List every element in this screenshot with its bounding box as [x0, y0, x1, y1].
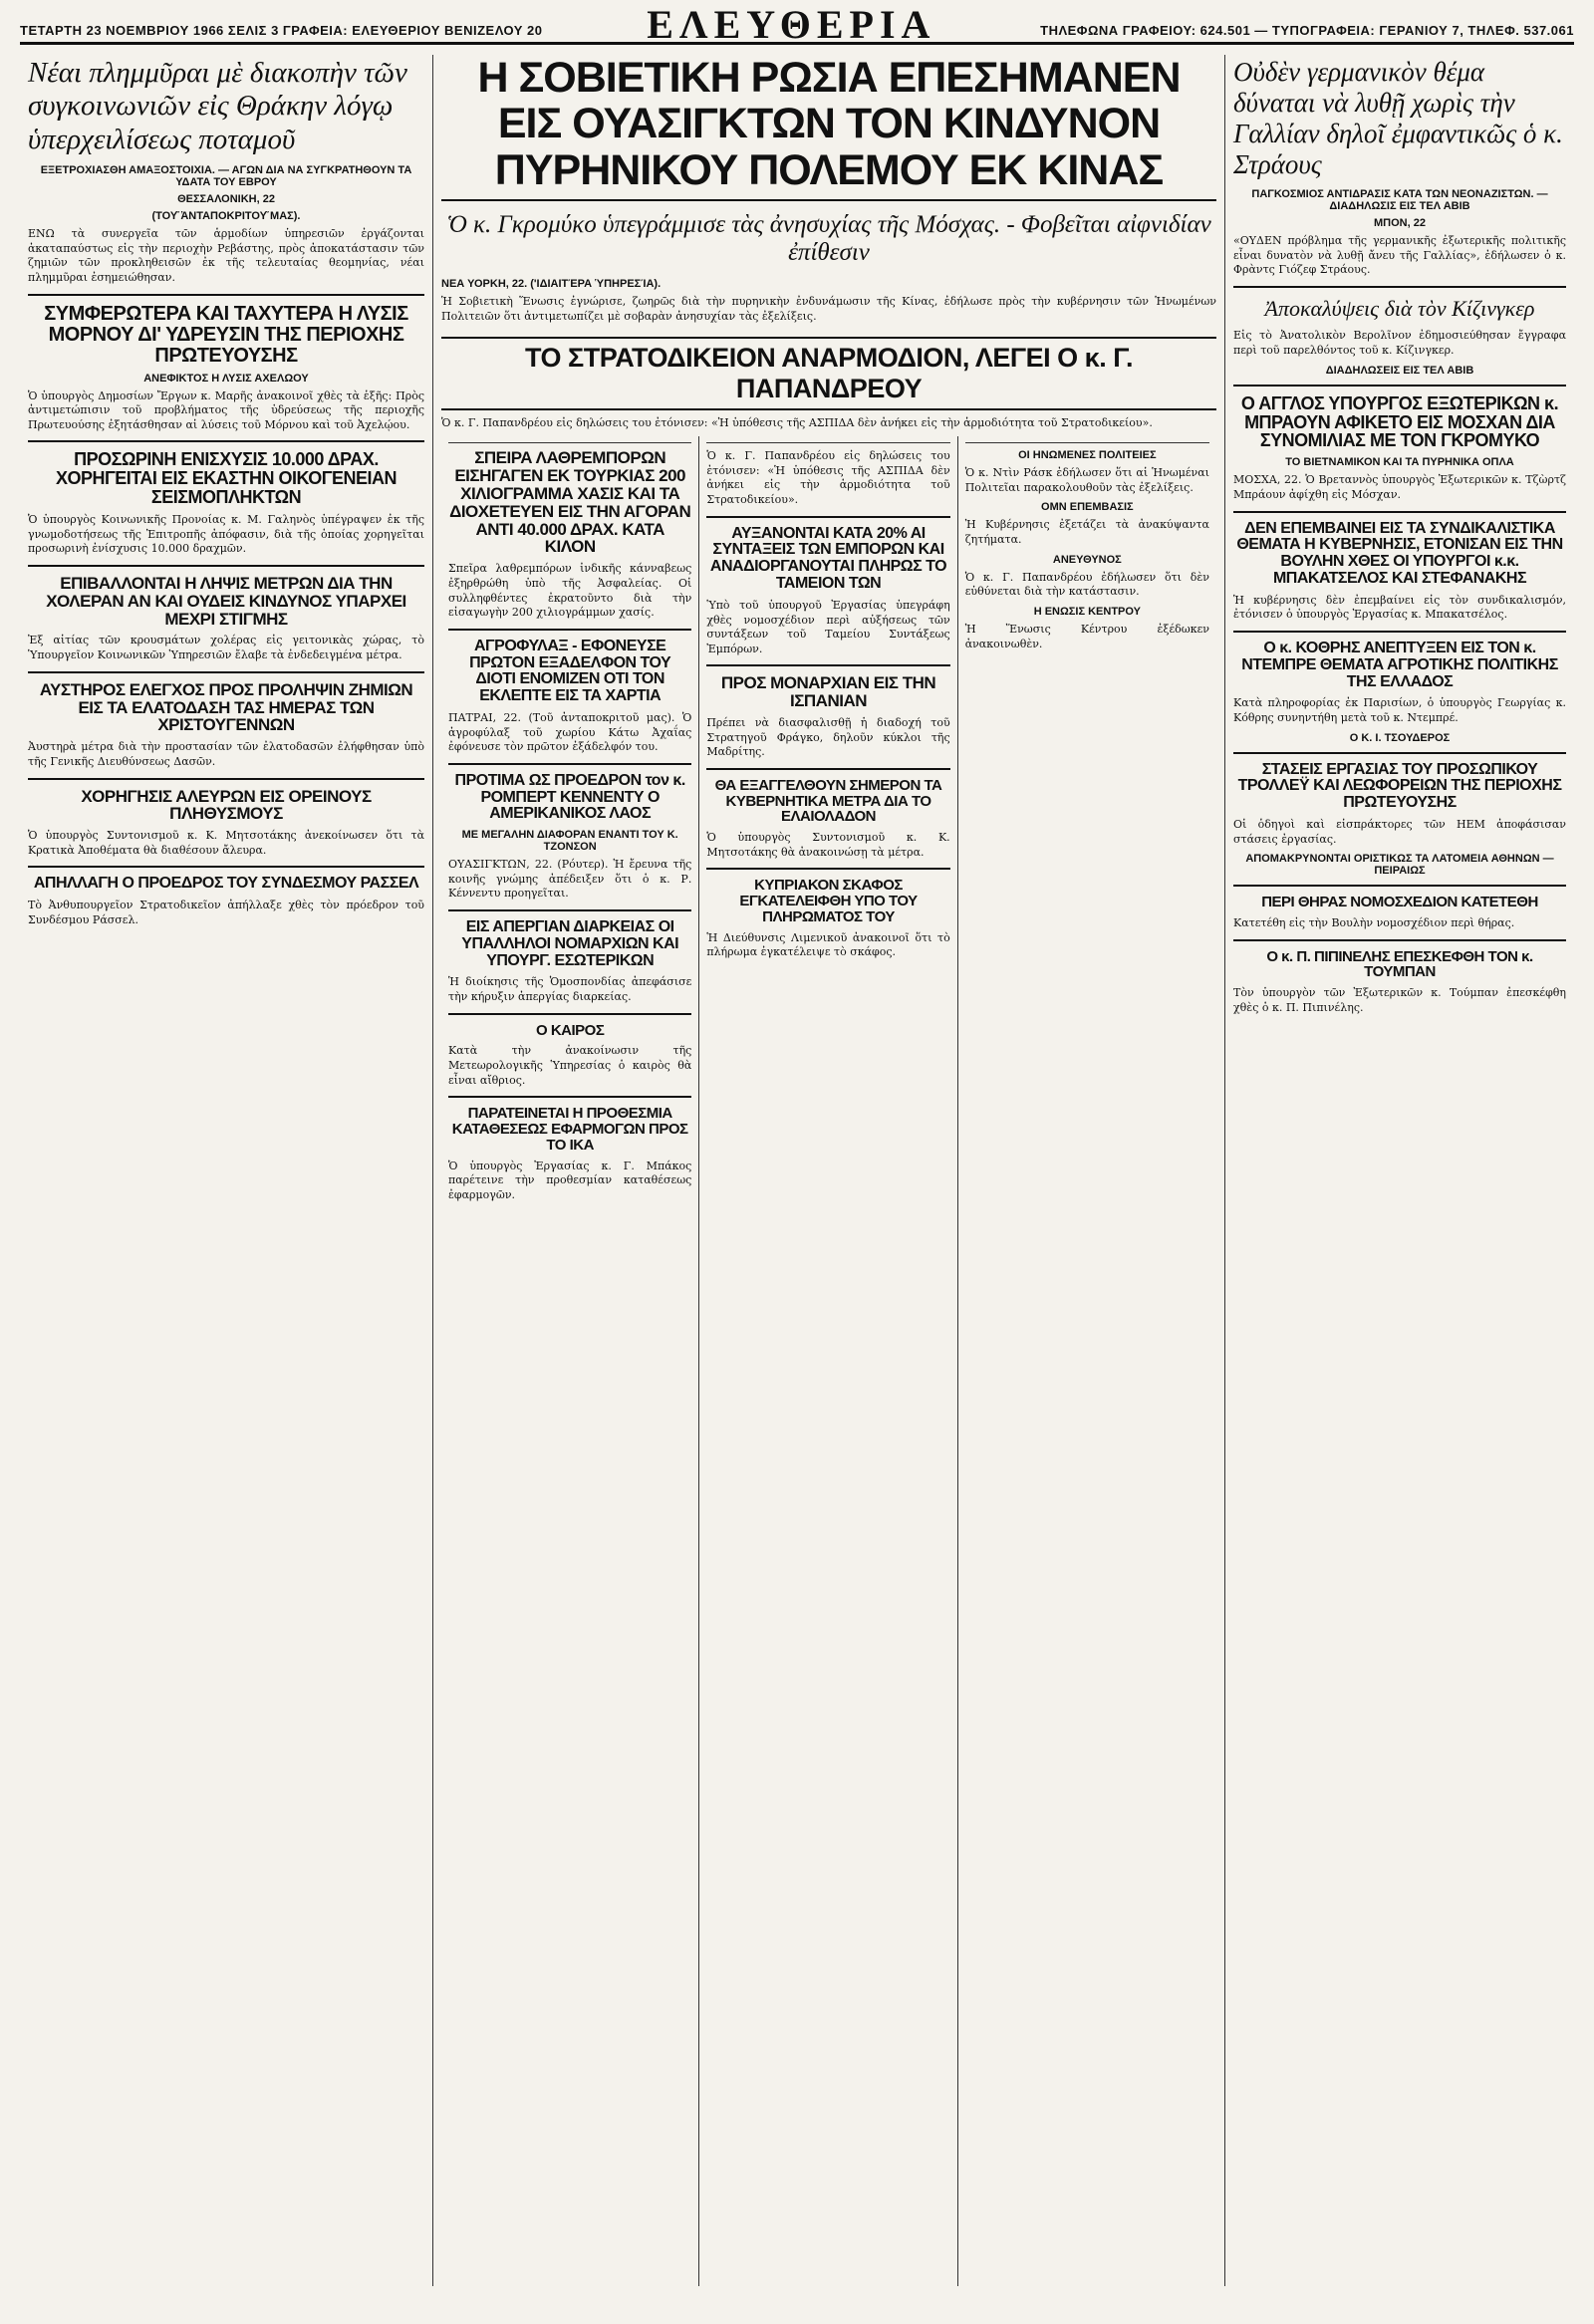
section-unaccountable-subhead: ΑΝΕΥΘΥΝΟΣ: [1052, 553, 1122, 566]
article-weather-body: Κατὰ τὴν ἀνακοίνωσιν τῆς Μετεωρολογικῆς Ὑπηρεσίας ὁ καιρὸς θὰ εἶναι αἴθριος.: [448, 1044, 692, 1087]
article-earthquake-headline: ΠΡΟΣΩΡΙΝΗ ΕΝΙΣΧΥΣΙΣ 10.000 ΔΡΑΧ. ΧΟΡΗΓΕΙΤΑΙ ΕΙΣ ΕΚΑΣΤΗΝ ΟΙΚΟΓΕΝΕΙΑΝ ΣΕΙΣΜΟΠΛΗΚΤΩΝ: [55, 449, 398, 508]
article-cypriot-ship-body: Ἡ Διεύθυνσις Λιμενικοῦ ἀνακοινοῖ ὅτι τὸ πλήρωμα ἐγκατέλειψε τὸ σκάφος.: [706, 930, 950, 959]
section-us-subhead: ΟΙ ΗΝΩΜΕΝΕΣ ΠΟΛΙΤΕΙΕΣ: [1018, 449, 1157, 462]
section-centre-union-subhead: Η ΕΝΩΣΙΣ ΚΕΝΤΡΟΥ: [1033, 605, 1141, 618]
main-dateline: ΝΕΑ ΥΟΡΚΗ, 22. ('ΙΔΙΑΙΤΈΡΑ ὙΠΗΡΕΣΊΑ).: [441, 278, 662, 291]
masthead-date: ΤΕΤΑΡΤΗ 23 ΝΟΕΜΒΡΙΟΥ 1966 ΣΕΛΙΣ 3 ΓΡΑΦΕΙΑ: ΕΛΕΥΘΕΡΙΟΥ ΒΕΝΙΖΕΛΟΥ 20: [20, 23, 543, 38]
article-strauss-dateline: ΜΠΟΝ, 22: [1374, 217, 1426, 230]
article-strike-body: Ἡ διοίκησις τῆς Ὁμοσπονδίας ἀπεφάσισε τὴν κήρυξιν ἀπεργίας διαρκείας.: [448, 975, 692, 1004]
column-main: [433, 55, 1225, 2286]
article-spain-body: Πρέπει νὰ διασφαλισθῇ ἡ διαδοχή τοῦ Στρατηγοῦ Φράγκο, δηλοῦν κύκλοι τῆς Μαδρίτης.: [706, 716, 950, 759]
section-unaccountable-body: Ὁ κ. Γ. Παπανδρέου ἐδήλωσεν ὅτι δὲν εὐθύνεται διὰ τὴν κατάστασιν.: [964, 570, 1209, 599]
article-pensions-headline: ΑΥΞΑΝΟΝΤΑΙ ΚΑΤΑ 20% ΑΙ ΣΥΝΤΑΞΕΙΣ ΤΩΝ ΕΜΠΟΡΩΝ ΚΑΙ ΑΝΑΔΙΟΡΓΑΝΟΥΤΑΙ ΠΛΗΡΩΣ ΤΟ ΤΑΜΕΙΟΝ ΤΩΝ: [709, 524, 947, 593]
article-pipinelis-body: Τὸν ὑπουργὸν τῶν Ἐξωτερικῶν κ. Τούμπαν ἐπεσκέφθη χθὲς ὁ κ. Π. Πιπινέλης.: [1233, 986, 1566, 1014]
article-brown-body: ΜΟΣΧΑ, 22. Ὁ Βρεταννὸς ὑπουργὸς Ἐξωτερικῶν κ. Τζὼρτζ Μπράουν ἀφίχθη εἰς Μόσχαν.: [1233, 473, 1566, 501]
article-telaviv-subhead: ΔΙΑΔΗΛΩΣΕΙΣ ΕΙΣ ΤΕΛ ΑΒΙΒ: [1325, 364, 1474, 377]
article-spain-headline: ΠΡΟΣ ΜΟΝΑΡΧΙΑΝ ΕΙΣ ΤΗΝ ΙΣΠΑΝΙΑΝ: [720, 673, 936, 711]
article-strike-headline: ΕΙΣ ΑΠΕΡΓΙΑΝ ΔΙΑΡΚΕΙΑΣ ΟΙ ΥΠΑΛΛΗΛΟΙ ΝΟΜΑΡΧΙΩΝ ΚΑΙ ΥΠΟΥΡΓ. ΕΣΩΤΕΡΙΚΩΝ: [461, 918, 679, 969]
column-main-left: [441, 436, 699, 2286]
masthead-bar: [20, 2, 1574, 47]
article-trolley-headline: ΣΤΑΣΕΙΣ ΕΡΓΑΣΙΑΣ ΤΟΥ ΠΡΟΣΩΠΙΚΟΥ ΤΡΟΛΛΕΫ ΚΑΙ ΛΕΩΦΟΡΕΙΩΝ ΤΗΣ ΠΕΡΙΟΧΗΣ ΠΡΩΤΕΥΟΥΣΗΣ: [1237, 760, 1562, 812]
article-floods-subhead: ΕΞΕΤΡΟΧΙΑΣΘΗ ΑΜΑΞΟΣΤΟΙΧΙΑ. — ΑΓΩΝ ΔΙΑ ΝΑ ΣΥΓΚΡΑΤΗΘΟΥΝ ΤΑ ΥΔΑΤΑ ΤΟΥ ΕΒΡΟΥ: [40, 164, 412, 189]
article-kennedy-subhead: ΜΕ ΜΕΓΑΛΗΝ ΔΙΑΦΟΡΑΝ ΕΝΑΝΤΙ ΤΟΥ Κ. ΤΖΟΝΣΟΝ: [461, 829, 678, 854]
article-brown-subhead: ΤΟ ΒΙΕΤΝΑΜΙΚΟΝ ΚΑΙ ΤΑ ΠΥΡΗΝΙΚΑ ΟΠΛΑ: [1285, 456, 1514, 469]
section-intervention-subhead: ΟΜΝ ΕΠΕΜΒΑΣΙΣ: [1041, 501, 1134, 514]
article-olive-oil-headline: ΘΑ ΕΞΑΓΓΕΛΘΟΥΝ ΣΗΜΕΡΟΝ ΤΑ ΚΥΒΕΡΝΗΤΙΚΑ ΜΕΤΡΑ ΔΙΑ ΤΟ ΕΛΑΙΟΛΑΔΟΝ: [714, 776, 942, 826]
article-forests-body: Ἀυστηρὰ μέτρα διὰ τὴν προστασίαν τῶν ἐλατοδασῶν ἐλήφθησαν ὑπὸ τῆς Γενικῆς Διευθύνσεως Δασῶν.: [28, 740, 424, 768]
article-russell-headline: ΑΠΗΛΛΑΓΗ Ο ΠΡΟΕΔΡΟΣ ΤΟΥ ΣΥΝΔΕΣΜΟΥ ΡΑΣΣΕΛ: [33, 875, 419, 893]
article-mornos-headline: ΣΥΜΦΕΡΩΤΕΡΑ ΚΑΙ ΤΑΧΥΤΕΡΑ Η ΛΥΣΙΣ ΜΟΡΝΟΥ ΔΙ' ΥΔΡΕΥΣΙΝ ΤΗΣ ΠΕΡΙΟΧΗΣ ΠΡΩΤΕΥΟΥΣΗΣ: [44, 302, 408, 367]
article-floods-body: ΕΝΩ τὰ συνεργεῖα τῶν ἁρμοδίων ὑπηρεσιῶν ἐργάζονται ἀκαταπαύστως εἰς τὴν περιοχὴν Ρεβάστης, πρὸς ἀποκατάστασιν τῶν ζημιῶν τῶν προκληθεισῶν ἐκ τῆς τελευταίας θεομηνίας, νέαι πλημμῦραι ἐσημειώθησαν.: [28, 227, 424, 284]
article-forests-headline: ΑΥΣΤΗΡΟΣ ΕΛΕΓΧΟΣ ΠΡΟΣ ΠΡΟΛΗΨΙΝ ΖΗΜΙΩΝ ΕΙΣ ΤΑ ΕΛΑΤΟΔΑΣΗ ΤΑΣ ΗΜΕΡΑΣ ΤΩΝ ΧΡΙΣΤΟΥΓΕΝΝΩΝ: [39, 679, 413, 735]
article-floods-headline: Νέαι πλημμῦραι μὲ διακοπὴν τῶν συγκοινωνιῶν εἰς Θράκην λόγῳ ὑπερχειλίσεως ποταμοῦ: [28, 57, 407, 155]
article-kennedy-body: ΟΥΑΣΙΓΚΤΩΝ, 22. (Ρόυτερ). Ἡ ἔρευνα τῆς κοινῆς γνώμης ἀπέδειξεν ὅτι ὁ κ. Ρ. Κέννεντυ προηγεῖται.: [448, 858, 692, 901]
article-quarries-subhead: ΑΠΟΜΑΚΡΥΝΟΝΤΑΙ ΟΡΙΣΤΙΚΩΣ ΤΑ ΛΑΤΟΜΕΙΑ ΑΘΗΝΩΝ — ΠΕΙΡΑΙΩΣ: [1245, 853, 1554, 878]
article-kiesinger-headline: Ἀποκαλύψεις διὰ τὸν Κίζινγκερ: [1264, 296, 1535, 322]
masthead-phones: ΤΗΛΕΦΩΝΑ ΓΡΑΦΕΙΟΥ: 624.501 — ΤΥΠΟΓΡΑΦΕΙΑ: ΓΕΡΑΝΙΟΥ 7, ΤΗΛΕΦ. 537.061: [1040, 23, 1574, 38]
papandreou-headline: ΤΟ ΣΤΡΑΤΟΔΙΚΕΙΟΝ ΑΝΑΡΜΟΔΙΟΝ, ΛΕΓΕΙ Ο κ. Γ. ΠΑΠΑΝΔΡΕΟΥ: [441, 337, 1216, 410]
masthead-title: ΕΛΕΥΘΕΡΙΑ: [647, 2, 936, 47]
article-weather-headline: Ο ΚΑΙΡΟΣ: [536, 1021, 605, 1039]
article-ika-headline: ΠΑΡΑΤΕΙΝΕΤΑΙ Η ΠΡΟΘΕΣΜΙΑ ΚΑΤΑΘΕΣΕΩΣ ΕΦΑΡΜΟΓΩΝ ΠΡΟΣ ΤΟ ΙΚΑ: [451, 1105, 688, 1154]
article-hashish-body: Σπεῖρα λαθρεμπόρων ἰνδικῆς κάνναβεως ἐξηρθρώθη ὑπὸ τῆς Ἀσφαλείας. Οἱ συλληφθέντες ἐκρατοῦντο διὰ τὴν εἰσαγωγὴν 200 χιλιογράμμων χασίς.: [448, 562, 692, 620]
article-floods-dateline: ΘΕΣΣΑΛΟΝΙΚΗ, 22: [177, 193, 275, 206]
papandreou-body: Ὁ κ. Γ. Παπανδρέου εἰς δηλώσεις του ἐτόνισεν: «Ἡ ὑπόθεσις τῆς ΑΣΠΙΔΑ δὲν ἀνήκει εἰς τὴν ἁρμοδιότητα τοῦ Στρατοδικείου».: [441, 415, 1153, 429]
article-brown-headline: Ο ΑΓΓΛΟΣ ΥΠΟΥΡΓΟΣ ΕΞΩΤΕΡΙΚΩΝ κ. ΜΠΡΑΟΥΝ ΑΦΙΚΕΤΟ ΕΙΣ ΜΟΣΧΑΝ ΔΙΑ ΣΥΝΟΜΙΛΙΑΣ ΜΕ ΤΟΝ ΓΚΡΟΜΥΚΟ: [1240, 392, 1559, 451]
article-cholera-body: Ἐξ αἰτίας τῶν κρουσμάτων χολέρας εἰς γειτονικὰς χώρας, τὸ Ὑπουργεῖον Κοινωνικῶν Ὑπηρεσιῶν ἔλαβε τὰ ἐνδεδειγμένα μέτρα.: [28, 634, 424, 662]
article-cholera-headline: ΕΠΙΒΑΛΛΟΝΤΑΙ Η ΛΗΨΙΣ ΜΕΤΡΩΝ ΔΙΑ ΤΗΝ ΧΟΛΕΡΑΝ ΑΝ ΚΑΙ ΟΥΔΕΙΣ ΚΙΝΔΥΝΟΣ ΥΠΑΡΧΕΙ ΜΕΧΡΙ ΣΤΙΓΜΗΣ: [46, 573, 406, 629]
article-strauss-headline: Οὐδὲν γερμανικὸν θέμα δύναται νὰ λυθῇ χωρὶς τὴν Γαλλίαν δηλοῖ ἐμφαντικῶς ὁ κ. Στράους: [1233, 57, 1563, 180]
article-unions-body: Ἡ κυβέρνησις δὲν ἐπεμβαίνει εἰς τὸν συνδικαλισμόν, ἐτόνισεν ὁ ὑπουργὸς Ἐργασίας κ. Μπακατσέλος.: [1233, 593, 1566, 622]
column-right: [1225, 55, 1574, 2286]
article-tsouderos-subhead: Ο Κ. Ι. ΤΣΟΥΔΕΡΟΣ: [1349, 731, 1451, 744]
article-strauss-body: «ΟΥΔΕΝ πρόβλημα τῆς γερμανικῆς ἐξωτερικῆς πολιτικῆς εἶναι δυνατὸν νὰ λυθῇ ἄνευ τῆς Γαλλίας», ἐδήλωσεν ὁ κ. Φρὰντς Γιόζεφ Στράους.: [1233, 234, 1566, 277]
article-rural-guard-headline: ΑΓΡΟΦΥΛΑΞ - ΕΦΟΝΕΥΣΕ ΠΡΩΤΟΝ ΕΞΑΔΕΛΦΟΝ ΤΟΥ ΔΙΟΤΙ ΕΝΟΜΙΖΕΝ ΟΤΙ ΤΟΝ ΕΚΛΕΠΤΕ ΕΙΣ ΤΑ ΧΑΡΤΙΑ: [469, 637, 671, 705]
article-kennedy-headline: ΠΡΟΤΙΜΑ ΩΣ ΠΡΟΕΔΡΟΝ τον κ. ΡΟΜΠΕΡΤ ΚΕΝΝΕΝΤΥ Ο ΑΜΕΡΙΚΑΝΙΚΟΣ ΛΑΟΣ: [454, 771, 685, 823]
article-hashish-headline: ΣΠΕΙΡΑ ΛΑΘΡΕΜΠΟΡΩΝ ΕΙΣΗΓΑΓΕΝ ΕΚ ΤΟΥΡΚΙΑΣ 200 ΧΙΛΙΟΓΡΑΜΜΑ ΧΑΣΙΣ ΚΑΙ ΤΑ ΔΙΟΧΕΤΕΥΕΝ ΕΙΣ ΤΗΝ ΑΓΟΡΑΝ ΑΝΤΙ 40.000 ΔΡΑΧ. ΚΑΤΑ ΚΙΛΟΝ: [449, 448, 691, 557]
article-unions-headline: ΔΕΝ ΕΠΕΜΒΑΙΝΕΙ ΕΙΣ ΤΑ ΣΥΝΔΙΚΑΛΙΣΤΙΚΑ ΘΕΜΑΤΑ Η ΚΥΒΕΡΝΗΣΙΣ, ΕΤΟΝΙΣΑΝ ΕΙΣ ΤΗΝ ΒΟΥΛΗΝ ΧΘΕΣ ΟΙ ΥΠΟΥΡΓΟΙ κ.κ. ΜΠΑΚΑΤΣΕΛΟΣ ΚΑΙ ΣΤΕΦΑΝΑΚΗΣ: [1236, 519, 1563, 587]
main-body: Ἡ Σοβιετικὴ Ἕνωσις ἐγνώρισε, ζωηρῶς διὰ τὴν πυρηνικὴν ἐνδυνάμωσιν τῆς Κίνας, ἐδήλωσε πρὸς τὴν κυβέρνησιν τῶν Ἡνωμένων Πολιτειῶν ὅτι ἀντιμετωπίζει μὲ σοβαρὰν ἀνησυχίαν τὰς ἐξελίξεις.: [441, 295, 1216, 323]
article-floods-source: (ΤΟΥ͂ ἈΝΤΑΠΟΚΡΙΤΟΥ͂ ΜΑΣ).: [151, 210, 301, 223]
column-left: [20, 55, 433, 2286]
article-ika-body: Ὁ ὑπουργὸς Ἐργασίας κ. Γ. Μπάκος παρέτεινε τὴν προθεσμίαν καταθέσεως ἐφαρμογῶν.: [448, 1159, 692, 1201]
main-deck: Ὁ κ. Γκρομύκο ὑπεγράμμισε τὰς ἀνησυχίας τῆς Μόσχας. - Φοβεῖται αἰφνιδίαν ἐπίθεσιν: [446, 211, 1211, 267]
newspaper-page: [20, 2, 1574, 2294]
article-pensions-body: Ὑπὸ τοῦ ὑπουργοῦ Ἐργασίας ὑπεγράφη χθὲς νομοσχέδιον περὶ αὐξήσεως τῶν συντάξεων τοῦ Ταμείου Συντάξεως Ἐμπόρων.: [706, 598, 950, 655]
article-mornos-body: Ὁ ὑπουργὸς Δημοσίων Ἔργων κ. Μαρῆς ἀνακοινοῖ χθὲς τὰ ἑξῆς: Πρὸς ἀντιμετώπισιν τοῦ προβλήματος τῆς ὑδρεύσεως τῆς περιοχῆς Πρωτευούσης ἐξητάσθησαν αἱ λύσεις τοῦ Μόρνου καὶ τοῦ Ἀχελῴου.: [28, 388, 424, 431]
article-cypriot-ship-headline: ΚΥΠΡΙΑΚΟΝ ΣΚΑΦΟΣ ΕΓΚΑΤΕΛΕΙΦΘΗ ΥΠΟ ΤΟΥ ΠΛΗΡΩΜΑΤΟΣ ΤΟΥ: [739, 877, 918, 925]
column-main-right: [958, 436, 1216, 2286]
section-intervention-body: Ἡ Κυβέρνησις ἐξετάζει τὰ ἀνακύψαντα ζητήματα.: [964, 518, 1209, 547]
article-hunting-body: Κατετέθη εἰς τὴν Βουλὴν νομοσχέδιον περὶ θήρας.: [1233, 916, 1515, 929]
article-olive-oil-body: Ὁ ὑπουργὸς Συντονισμοῦ κ. Κ. Μητσοτάκης θὰ ἀνακοινώσῃ τὰ μέτρα.: [706, 831, 950, 859]
article-rural-guard-body: ΠΑΤΡΑΙ, 22. (Τοῦ ἀνταποκριτοῦ μας). Ὁ ἀγροφύλαξ τοῦ χωρίου Κάτω Ἀχαΐας ἐφόνευσε τὸν πρῶτον ἐξάδελφόν του.: [448, 710, 692, 754]
article-pipinelis-headline: Ο κ. Π. ΠΙΠΙΝΕΛΗΣ ΕΠΕΣΚΕΦΘΗ ΤΟΝ κ. ΤΟΥΜΠΑΝ: [1266, 947, 1533, 981]
article-kothris-body: Κατὰ πληροφορίας ἐκ Παρισίων, ὁ ὑπουργὸς Γεωργίας κ. Κόθρης συνηντήθη μετὰ τοῦ κ. Ντεμπρέ.: [1233, 696, 1566, 724]
article-kiesinger-body: Εἰς τὸ Ἀνατολικὸν Βερολῖνον ἐδημοσιεύθησαν ἔγγραφα περὶ τοῦ παρελθόντος τοῦ κ. Κίζινγκερ.: [1233, 329, 1566, 357]
papandreou-continued: Ὁ κ. Γ. Παπανδρέου εἰς δηλώσεις του ἐτόνισεν: «Ἡ ὑπόθεσις τῆς ΑΣΠΙΔΑ δὲν ἀνήκει εἰς τὴν ἁρμοδιότητα τοῦ Στρατοδικείου».: [706, 449, 950, 507]
article-hunting-headline: ΠΕΡΙ ΘΗΡΑΣ ΝΟΜΟΣΧΕΔΙΟΝ ΚΑΤΕΤΕΘΗ: [1261, 894, 1538, 911]
article-flour-body: Ὁ ὑπουργὸς Συντονισμοῦ κ. Κ. Μητσοτάκης ἀνεκοίνωσεν ὅτι τὰ Κρατικὰ Ἀποθέματα θὰ διαθέσουν ἄλευρα.: [28, 829, 424, 857]
section-us-body: Ὁ κ. Ντὶν Ράσκ ἐδήλωσεν ὅτι αἱ Ἡνωμέναι Πολιτεῖαι παρακολουθοῦν τὰς ἐξελίξεις.: [964, 466, 1209, 494]
article-strauss-subhead: ΠΑΓΚΟΣΜΙΟΣ ΑΝΤΙΔΡΑΣΙΣ ΚΑΤΑ ΤΩΝ ΝΕΟΝΑΖΙΣΤΩΝ. — ΔΙΑΔΗΛΩΣΙΣ ΕΙΣ ΤΕΛ ΑΒΙΒ: [1251, 188, 1548, 213]
article-kothris-headline: Ο κ. ΚΟΘΡΗΣ ΑΝΕΠΤΥΞΕΝ ΕΙΣ ΤΟΝ κ. ΝΤΕΜΠΡΕ ΘΕΜΑΤΑ ΑΓΡΟΤΙΚΗΣ ΠΟΛΙΤΙΚΗΣ ΤΗΣ ΕΛΛΑΔΟΣ: [1241, 639, 1558, 690]
article-russell-body: Τὸ Ἀνθυπουργεῖον Στρατοδικεῖον ἀπήλλαξε χθὲς τὸν πρόεδρον τοῦ Συνδέσμου Ράσσελ.: [28, 899, 424, 926]
article-trolley-body: Οἱ ὁδηγοὶ καὶ εἰσπράκτορες τῶν ΗΕΜ ἀποφάσισαν στάσεις ἐργασίας.: [1233, 818, 1566, 846]
column-main-center: [699, 436, 957, 2286]
section-centre-union-body: Ἡ Ἕνωσις Κέντρου ἐξέδωκεν ἀνακοινωθὲν.: [964, 622, 1209, 650]
main-headline: Η ΣΟΒΙΕΤΙΚΗ ΡΩΣΙΑ ΕΠΕΣΗΜΑΝΕΝ ΕΙΣ ΟΥΑΣΙΓΚΤΩΝ ΤΟΝ ΚΙΝΔΥΝΟΝ ΠΥΡΗΝΙΚΟΥ ΠΟΛΕΜΟΥ ΕΚ ΚΙΝΑΣ: [441, 55, 1216, 201]
article-earthquake-body: Ὁ ὑπουργὸς Κοινωνικῆς Προνοίας κ. Μ. Γαληνὸς ὑπέγραψεν ἐκ τῆς γνωμοδοτήσεως τῆς Ἐπιτροπῆς ἀπόφασιν, διὰ τῆς ὁποίας χορηγεῖται προσωρινὴ ἐνίσχυσις 10.000 δραχμῶν.: [28, 513, 424, 556]
article-flour-headline: ΧΟΡΗΓΗΣΙΣ ΑΛΕΥΡΩΝ ΕΙΣ ΟΡΕΙΝΟΥΣ ΠΛΗΘΥΣΜΟΥΣ: [81, 786, 372, 824]
article-mornos-subhead: ΑΝΕΦΙΚΤΟΣ Η ΛΥΣΙΣ ΑΧΕΛΩΟΥ: [143, 372, 309, 385]
